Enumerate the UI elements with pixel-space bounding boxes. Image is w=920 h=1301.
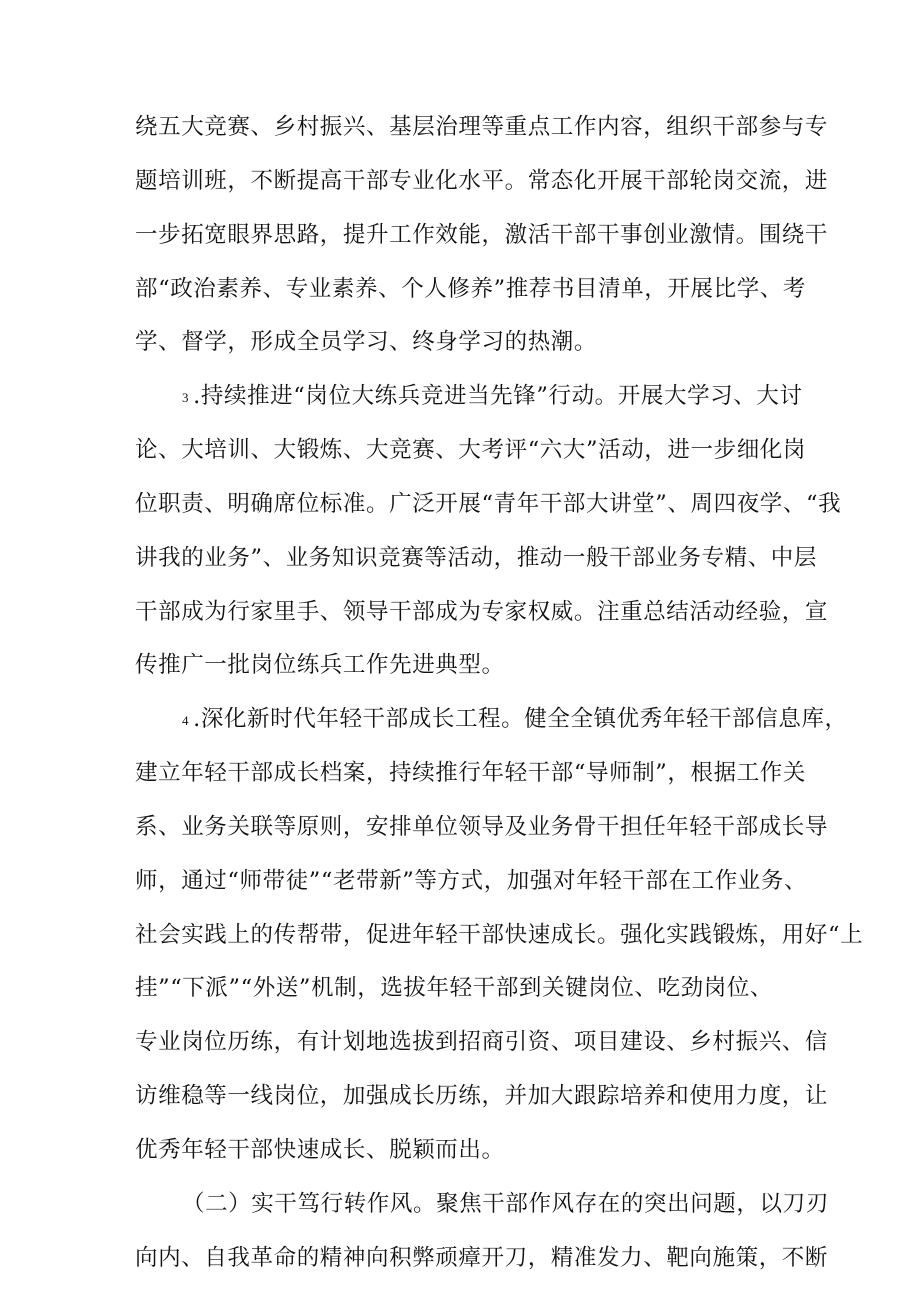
list-number: 3 [182, 390, 190, 405]
body-text-line: 挂”“下派”“外送”机制，选拔年轻干部到关键岗位、吃劲岗位、 [135, 975, 774, 1001]
body-text-line: 系、业务关联等原则，安排单位领导及业务骨干担任年轻干部成长导 [135, 814, 829, 840]
body-text-line: 学、督学，形成全员学习、终身学习的热潮。 [135, 329, 598, 355]
list-item-text: .持续推进“岗位大练兵竞进当先锋”行动。开展大学习、大讨 [193, 383, 803, 409]
body-text-line: 专业岗位历练，有计划地选拔到招商引资、项目建设、乡村振兴、信 [135, 1029, 829, 1055]
body-text-line: 向内、自我革命的精神向积弊顽瘴开刀，精准发力、靶向施策，不断 [135, 1245, 829, 1271]
body-text-line: 师，通过“师带徒”“老带新”等方式，加强对年轻干部在工作业务、 [135, 868, 808, 894]
list-item-text: .深化新时代年轻干部成长工程。健全全镇优秀年轻干部信息库， [193, 706, 848, 732]
body-text-line: 一步拓宽眼界思路，提升工作效能，激活干部干事创业激情。围绕干 [135, 222, 829, 248]
body-text-line: 访维稳等一线岗位，加强成长历练，并加大跟踪培养和使用力度，让 [135, 1083, 829, 1109]
list-item-4-first-line [182, 701, 848, 737]
body-text-line: 题培训班，不断提高干部专业化水平。常态化开展干部轮岗交流，进 [135, 168, 829, 194]
list-item-3-first-line [182, 378, 803, 414]
body-text-line: 论、大培训、大锻炼、大竞赛、大考评“六大”活动，进一步细化岗 [135, 437, 807, 463]
body-text-line: 讲我的业务”、业务知识竞赛等活动，推动一般干部业务专精、中层 [135, 545, 818, 571]
body-text-line: 优秀年轻干部快速成长、脱颖而出。 [135, 1137, 505, 1163]
body-text-line: 传推广一批岗位练兵工作先进典型。 [135, 652, 505, 678]
body-text-line: 部“政治素养、专业素养、个人修养”推荐书目清单，开展比学、考 [135, 276, 807, 302]
body-text-line: 绕五大竞赛、乡村振兴、基层治理等重点工作内容，组织干部参与专 [135, 114, 829, 140]
section-heading-line: （二）实干笃行转作风。聚焦干部作风存在的突出问题，以刀刃 [182, 1191, 829, 1217]
body-text-line: 干部成为行家里手、领导干部成为专家权威。注重总结活动经验，宣 [135, 599, 829, 625]
body-text-line: 社会实践上的传帮带，促进年轻干部快速成长。强化实践锻炼，用好“上 [135, 922, 864, 948]
body-text-line: 位职责、明确席位标准。广泛开展“青年干部大讲堂”、周四夜学、“我 [135, 491, 842, 517]
list-number: 4 [182, 713, 190, 728]
body-text-line: 建立年轻干部成长档案，持续推行年轻干部“导师制”，根据工作关 [135, 760, 807, 786]
